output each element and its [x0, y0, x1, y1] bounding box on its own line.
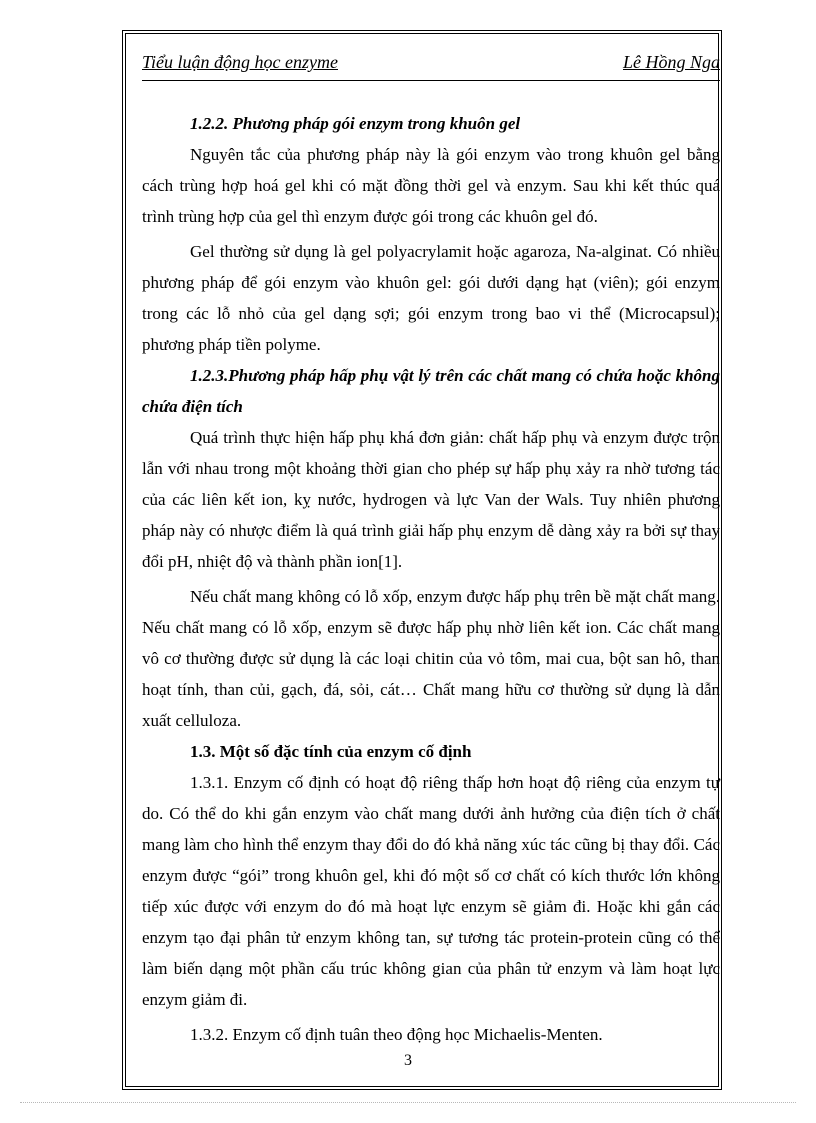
page-header: [142, 50, 720, 81]
paragraph: 1.3.1. Enzym cố định có hoạt độ riêng thấp hơn hoạt độ riêng của enzym tự do. Có thể do khi gắn enzym vào chất mang dưới ảnh hưởng của điện tích ở chất mang làm cho hình thể enzym thay đổi do đó khả năng xúc tác cũng bị thay đổi. Các enzym được “gói” trong khuôn gel, khi đó một số cơ chất có kích thước lớn không tiếp xúc được với enzym do đó mà hoạt lực enzym sẽ giảm đi. Hoặc khi gắn các enzym tạo đại phân tử enzym không tan, sự tương tác protein-protein cũng có thể làm biến dạng một phần cấu trúc không gian của phân tử enzym và làm hoạt lực enzym giảm đi.: [142, 773, 720, 1009]
document-body: [142, 108, 720, 1050]
paragraph: Nguyên tắc của phương pháp này là gói enzym vào trong khuôn gel bằng cách trùng hợp hoá gel khi có mặt đồng thời gel và enzym. Sau khi kết thúc quá trình trùng hợp của gel thì enzym được gói trong các khuôn gel đó.: [142, 145, 720, 226]
header-author: Lê Hồng Nga: [622, 52, 720, 72]
header-doc-title: Tiểu luận động học enzyme: [142, 52, 338, 72]
paragraph: 1.3.2. Enzym cố định tuân theo động học Michaelis-Menten.: [190, 1025, 603, 1044]
section-1-2-3-heading: 1.2.3.Phương pháp hấp phụ vật lý trên các chất mang có chứa hoặc không chứa điện tích: [142, 366, 720, 416]
page-number: 3: [404, 1052, 412, 1069]
page-break-line: [20, 1102, 796, 1103]
paragraph: Gel thường sử dụng là gel polyacrylamit hoặc agaroza, Na-alginat. Có nhiều phương pháp để gói enzym vào khuôn gel: gói dưới dạng hạt (viên); gói enzym trong các lỗ nhỏ của gel dạng sợi; gói enzym trong bao vi thể (Microcapsul); phương pháp tiền polyme.: [142, 242, 720, 354]
section-1-3-heading: 1.3. Một số đặc tính của enzym cố định: [190, 742, 472, 761]
paragraph: Quá trình thực hiện hấp phụ khá đơn giản: chất hấp phụ và enzym được trộn lẫn với nhau trong một khoảng thời gian cho phép sự hấp phụ xảy ra nhờ tương tác của các liên kết ion, kỵ nước, hydrogen và lực Van der Wals. Tuy nhiên phương pháp này có nhược điểm là quá trình giải hấp phụ enzym dễ dàng xảy ra bởi sự thay đổi pH, nhiệt độ và thành phần ion[1].: [142, 428, 720, 571]
section-1-2-2-heading: 1.2.2. Phương pháp gói enzym trong khuôn gel: [190, 114, 521, 133]
paragraph: Nếu chất mang không có lỗ xốp, enzym được hấp phụ trên bề mặt chất mang. Nếu chất mang có lỗ xốp, enzym sẽ được hấp phụ nhờ liên kết ion. Các chất mang vô cơ thường được sử dụng là các loại chitin của vỏ tôm, mai cua, bột san hô, than hoạt tính, than củi, gạch, đá, sỏi, cát… Chất mang hữu cơ thường sử dụng là dẫn xuất celluloza.: [142, 587, 720, 730]
